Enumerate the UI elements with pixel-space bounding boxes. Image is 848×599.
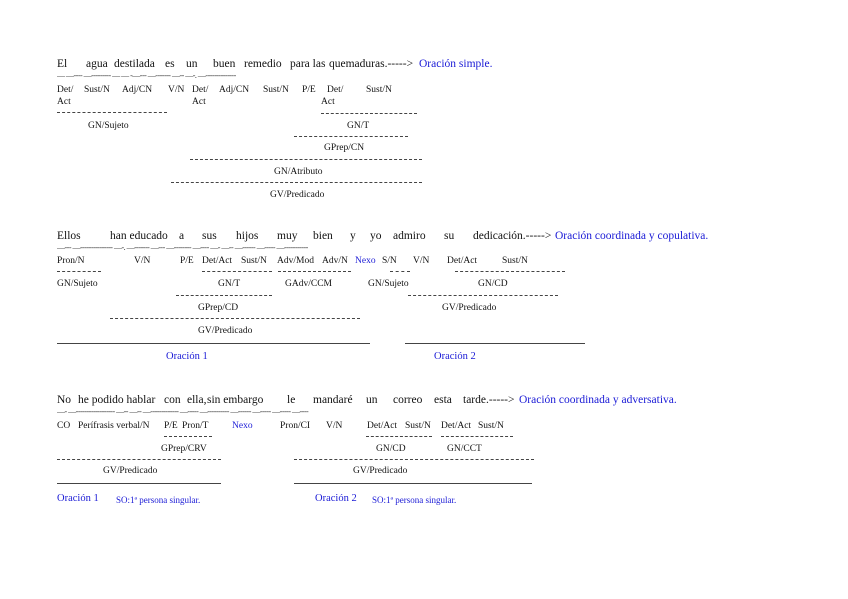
word: sus: [202, 230, 217, 242]
bracket-line: [57, 271, 101, 272]
word: Ellos: [57, 230, 81, 242]
word: con: [164, 394, 181, 406]
tag: CO: [57, 421, 71, 431]
group-label: GPrep/CD: [198, 303, 239, 313]
clause-label: Oración 2: [434, 351, 476, 362]
bracket-line: [294, 459, 534, 460]
tag: V/N: [168, 85, 185, 95]
word: su: [444, 230, 455, 242]
clause-line: [57, 483, 221, 484]
word: un: [366, 394, 378, 406]
group-label: GN/T: [347, 121, 370, 131]
group-label: GN/CCT: [447, 444, 482, 454]
tag: V/N: [413, 256, 430, 266]
word: quemaduras.----->: [329, 58, 414, 70]
result-label: Oración coordinada y adversativa.: [519, 394, 677, 406]
word: le: [287, 394, 296, 406]
tag: V/N: [134, 256, 151, 266]
word: es: [165, 58, 175, 70]
bracket-line: [455, 271, 565, 272]
tag: P/E: [180, 256, 194, 266]
omitted-subject-note: SO:1ª persona singular.: [372, 495, 457, 505]
word: he podido hablar: [78, 394, 156, 406]
tag: Det/Act: [367, 421, 398, 431]
word: un: [186, 58, 198, 70]
tag: Act: [321, 97, 335, 107]
group-label: GN/CD: [376, 444, 406, 454]
tag: Pron/CI: [280, 421, 311, 431]
bracket-line: [190, 159, 422, 160]
tag: Perífrasis verbal/N: [78, 421, 150, 431]
word: dedicación.----->: [473, 230, 552, 242]
tag: Det/Act: [447, 256, 478, 266]
word: El: [57, 58, 68, 70]
clause-label: Oración 1: [57, 493, 99, 504]
tag: Det/: [192, 85, 209, 95]
word: ella,: [187, 394, 207, 406]
tag: Det/Act: [441, 421, 472, 431]
result-label: Oración simple.: [419, 58, 493, 70]
tag-nexo: Nexo: [355, 256, 376, 266]
clause-label: Oración 2: [315, 493, 357, 504]
dash-row: —--- —--------------- —-. —------- —--- —-------- —---- —- —-- —------ —----- —-----------: [57, 244, 308, 252]
word: No: [57, 394, 72, 406]
tag: Sust/N: [263, 85, 289, 95]
tag: P/E: [302, 85, 316, 95]
group-label: GN/Sujeto: [88, 121, 129, 131]
bracket-line: [278, 271, 351, 272]
word: muy: [277, 230, 298, 242]
bracket-line: [390, 271, 410, 272]
bracket-line: [57, 112, 167, 113]
result-label: Oración coordinada y copulativa.: [555, 230, 709, 242]
clause-line: [57, 343, 370, 344]
word: esta: [434, 394, 452, 406]
tag: P/E: [164, 421, 178, 431]
tag: Act: [192, 97, 206, 107]
bracket-line: [366, 436, 432, 437]
word: admiro: [393, 230, 426, 242]
tag: Adv/Mod: [277, 256, 314, 266]
group-label: GN/Sujeto: [368, 279, 409, 289]
tag: Pron/N: [57, 256, 85, 266]
group-label: GPrep/CRV: [161, 444, 207, 454]
tag: Sust/N: [405, 421, 431, 431]
group-label: GV/Predicado: [103, 466, 158, 476]
word: buen: [213, 58, 236, 70]
dash-row: — —---- —--------- — — -—--- —------- —-- —-. —--------------: [57, 72, 236, 80]
group-label: GN/Atributo: [274, 167, 323, 177]
bracket-line: [408, 295, 558, 296]
group-label: GN/CD: [478, 279, 508, 289]
bracket-line: [164, 436, 212, 437]
word: bien: [313, 230, 333, 242]
bracket-line: [110, 318, 360, 319]
group-label: GV/Predicado: [270, 190, 325, 200]
tag: Det/: [327, 85, 344, 95]
tag: Sust/N: [502, 256, 528, 266]
tag: Sust/N: [241, 256, 267, 266]
tag: S/N: [382, 256, 397, 266]
omitted-subject-note: SO:1ª persona singular.: [116, 495, 201, 505]
bracket-line: [294, 136, 408, 137]
group-label: GAdv/CCM: [285, 279, 332, 289]
tag: V/N: [326, 421, 343, 431]
tag: Det/Act: [202, 256, 233, 266]
word: remedio: [244, 58, 282, 70]
bracket-line: [321, 113, 417, 114]
group-label: GV/Predicado: [198, 326, 253, 336]
tag: Sust/N: [84, 85, 110, 95]
clause-line: [294, 483, 532, 484]
group-label: GN/T: [218, 279, 241, 289]
tag: Adj/CN: [122, 85, 153, 95]
word: sin embargo: [207, 394, 264, 406]
tag: Sust/N: [478, 421, 504, 431]
tag: Pron/T: [182, 421, 209, 431]
group-label: GPrep/CN: [324, 143, 365, 153]
bracket-line: [202, 271, 272, 272]
dash-row: —- —------------------ —-- —-- —------------- —----- —---------- —------ —----- —----- —----: [57, 408, 309, 416]
bracket-line: [441, 436, 513, 437]
word: mandaré: [313, 394, 353, 406]
word: han educado: [110, 230, 168, 242]
word: agua: [86, 58, 108, 70]
tag: Act: [57, 97, 71, 107]
tag-nexo: Nexo: [232, 421, 253, 431]
bracket-line: [171, 182, 422, 183]
tag: Adv/N: [322, 256, 348, 266]
group-label: GN/Sujeto: [57, 279, 98, 289]
tag: Adj/CN: [219, 85, 250, 95]
word: y: [350, 230, 356, 242]
clause-line: [405, 343, 585, 344]
word: tarde.----->: [463, 394, 515, 406]
group-label: GV/Predicado: [442, 303, 497, 313]
group-label: GV/Predicado: [353, 466, 408, 476]
word: a: [179, 230, 185, 242]
clause-label: Oración 1: [166, 351, 208, 362]
tag: Det/: [57, 85, 74, 95]
word: para las: [290, 58, 326, 70]
word: correo: [393, 394, 423, 406]
bracket-line: [57, 459, 221, 460]
word: destilada: [114, 58, 155, 70]
bracket-line: [176, 295, 272, 296]
word: hijos: [236, 230, 259, 242]
tag: Sust/N: [366, 85, 392, 95]
word: yo: [370, 230, 382, 242]
